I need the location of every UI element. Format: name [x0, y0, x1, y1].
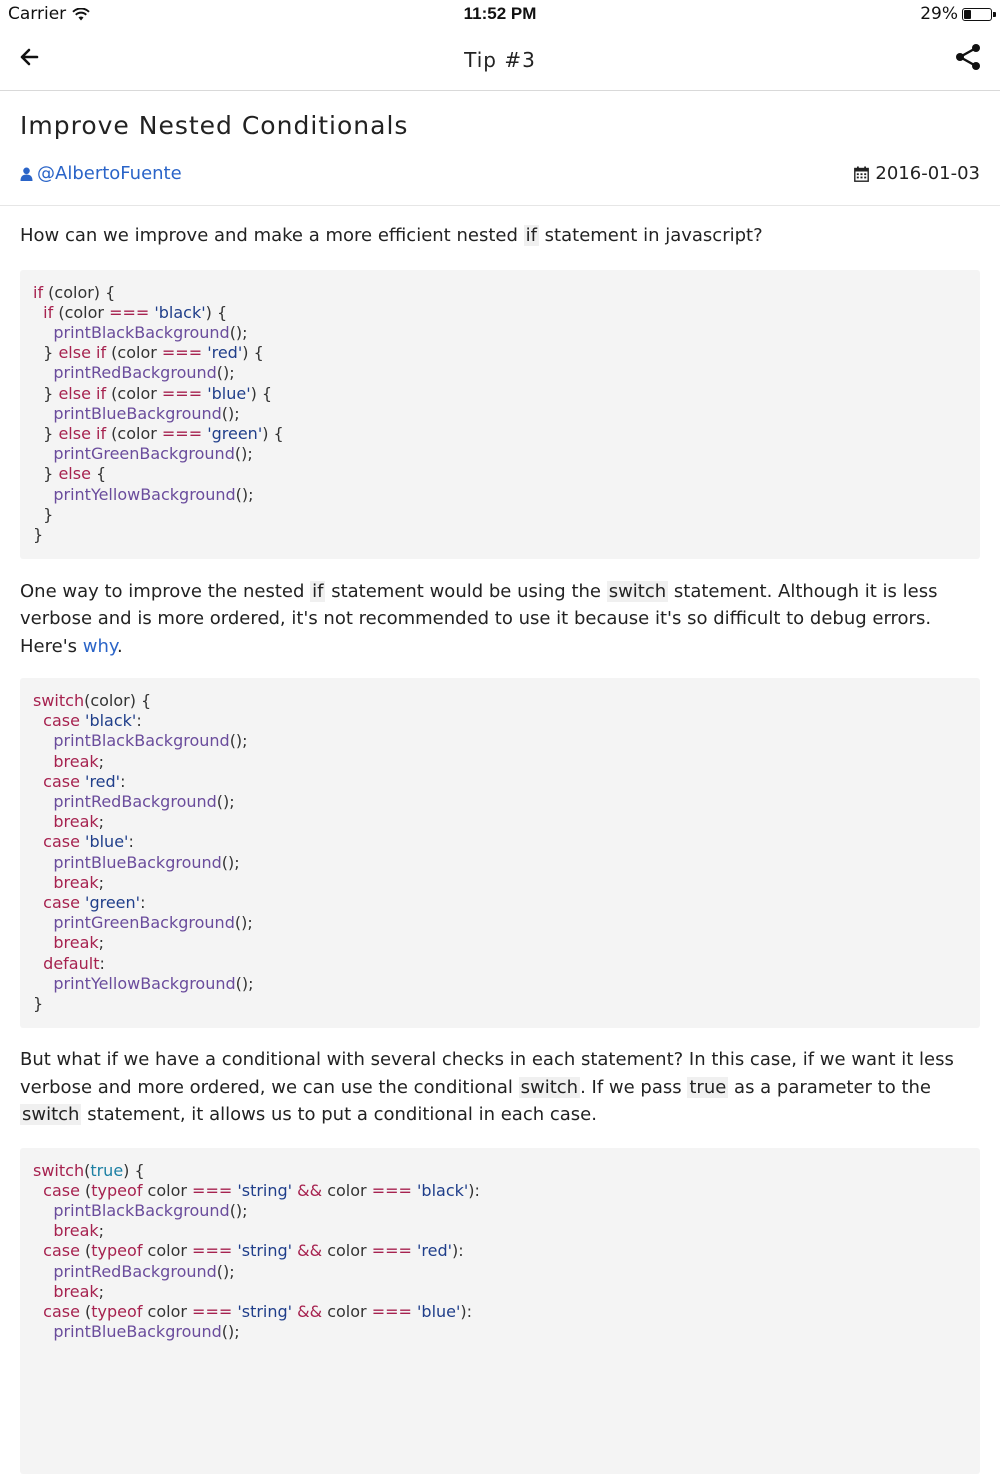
share-icon[interactable]: [954, 42, 982, 72]
code-block-nested-if: if (color) { if (color === 'black') { printBlackBackground(); } else if (color === 'red') { printRedBackground(); } else if (color === 'blue') { printBlueBackground(); } else if (color === 'green') { printGreenBackground(); } else { printYellowBackground(); } }: [20, 270, 980, 559]
inline-code: if: [312, 580, 324, 602]
paragraph-switch: One way to improve the nested if statement would be using the switch statement. Although it is less verbose and is more ordered, it's not recommended to use it because it's so difficult to debug errors. Here's why.: [20, 580, 938, 657]
user-icon: [20, 167, 33, 181]
author-link[interactable]: [20, 163, 182, 184]
article-header: [0, 91, 1000, 206]
carrier-label: Carrier: [8, 4, 67, 24]
inline-code: switch: [608, 580, 667, 602]
why-link[interactable]: why: [82, 635, 117, 657]
paragraph-switch-true: But what if we have a conditional with several checks in each statement? In this case, if we want it less verbose and more ordered, we can use the conditional switch . If we pass true as a parameter to the switch statement, it allows us to put a conditional in each case.: [20, 1049, 954, 1125]
author-name[interactable]: @AlbertoFuente: [37, 163, 182, 184]
date-text: 2016-01-03: [875, 163, 980, 184]
clock: 11:52 PM: [463, 4, 537, 23]
article-body: [20, 222, 980, 1474]
inline-code: true: [689, 1076, 727, 1098]
inline-code: switch: [22, 1104, 80, 1125]
inline-code: if: [525, 225, 537, 246]
status-bar: [0, 0, 1000, 28]
nav-bar: [0, 28, 1000, 91]
article-title: Improve Nested Conditionals: [20, 111, 409, 140]
battery-percent: 29%: [920, 4, 958, 24]
code-block-switch: switch(color) { case 'black': printBlackBackground(); break; case 'red': printRedBackground(); break; case 'blue': printBlueBackground(); break; case 'green': printGreenBackground(); break; default: printYellowBackground(); }: [20, 678, 980, 1028]
nav-title: Tip #3: [464, 48, 536, 72]
code-block-switch-true: switch(true) { case (typeof color === 'string' && color === 'black'): printBlackBackground(); break; case (typeof color === 'string' && color === 'red'): printRedBackground(); break; case (typeof color === 'string' && color === 'blue'): printBlueBackground();: [20, 1148, 980, 1474]
inline-code: switch: [520, 1076, 579, 1098]
battery-indicator: [920, 4, 992, 24]
calendar-icon: [854, 166, 869, 182]
paragraph-intro: How can we improve and make a more efficient nested if statement in javascript?: [20, 225, 763, 246]
battery-icon: [962, 8, 992, 21]
publish-date: [854, 163, 980, 184]
